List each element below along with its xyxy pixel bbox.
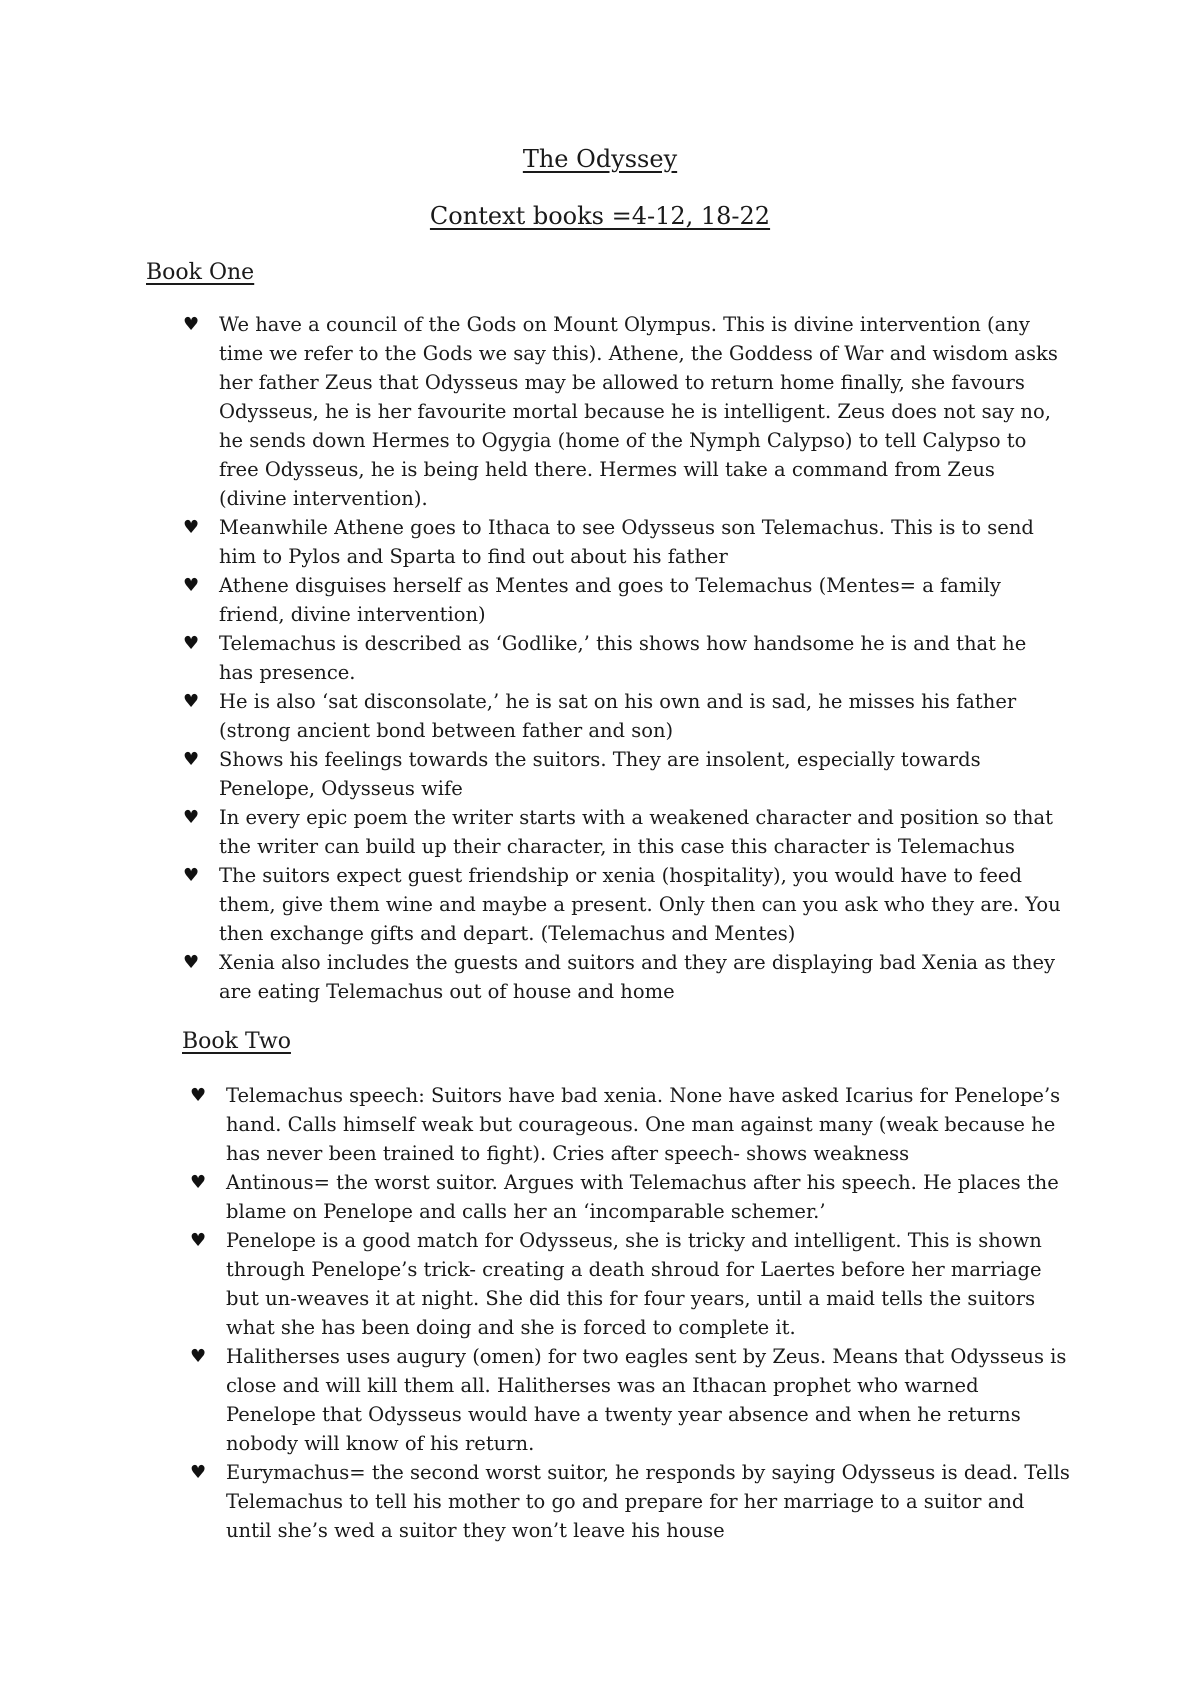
list-item-text: Shows his feelings towards the suitors. They are insolent, especially towards Penelope, Odysseus wife: [219, 748, 981, 800]
list-item: [190, 1168, 1070, 1226]
heart-bullet-icon: ♥: [190, 1230, 207, 1251]
list-item-text: Athene disguises herself as Mentes and goes to Telemachus (Mentes= a family friend, divine intervention): [219, 574, 1001, 626]
list-item: [183, 629, 1063, 687]
list-item-text: Halitherses uses augury (omen) for two eagles sent by Zeus. Means that Odysseus is close and will kill them all. Halitherses was an Ithacan prophet who warned Penelope that Odysseus would have a twenty year absence and when he returns nobody will know of his return.: [226, 1345, 1067, 1455]
heart-bullet-icon: ♥: [183, 517, 200, 538]
heart-bullet-icon: ♥: [183, 575, 200, 596]
heart-bullet-icon: ♥: [190, 1085, 207, 1106]
heart-bullet-icon: ♥: [190, 1346, 207, 1367]
list-item: [190, 1458, 1070, 1545]
book-one-bullet-list: [183, 310, 1063, 1006]
list-item-text: Penelope is a good match for Odysseus, she is tricky and intelligent. This is shown through Penelope’s trick- creating a death shroud for Laertes before her marriage but un-weaves it at night. She did this for four years, until a maid tells the suitors what she has been doing and she is forced to complete it.: [226, 1229, 1042, 1339]
heart-bullet-icon: ♥: [190, 1172, 207, 1193]
list-item-text: Antinous= the worst suitor. Argues with Telemachus after his speech. He places the blame on Penelope and calls her an ‘incomparable schemer.’: [226, 1171, 1059, 1223]
book-one-heading: Book One: [146, 260, 255, 285]
book-two-heading: Book Two: [182, 1029, 291, 1054]
list-item: [183, 948, 1063, 1006]
list-item: [183, 745, 1063, 803]
heart-bullet-icon: ♥: [183, 633, 200, 654]
heart-bullet-icon: ♥: [183, 807, 200, 828]
list-item-text: Meanwhile Athene goes to Ithaca to see Odysseus son Telemachus. This is to send him to Pylos and Sparta to find out about his father: [219, 516, 1034, 568]
page-title: The Odyssey: [522, 145, 678, 173]
heart-bullet-icon: ♥: [183, 314, 200, 335]
list-item-text: The suitors expect guest friendship or xenia (hospitality), you would have to feed them, give them wine and maybe a present. Only then can you ask who they are. You then exchange gifts and depart. (Telemachus and Mentes): [219, 864, 1061, 945]
list-item-text: Eurymachus= the second worst suitor, he responds by saying Odysseus is dead. Tells Telemachus to tell his mother to go and prepare for her marriage to a suitor and until she’s wed a suitor they won’t leave his house: [226, 1461, 1070, 1542]
page-subtitle: Context books =4-12, 18-22: [429, 202, 771, 230]
list-item: [183, 687, 1063, 745]
list-item-text: Telemachus speech: Suitors have bad xenia. None have asked Icarius for Penelope’s hand. Calls himself weak but courageous. One man against many (weak because he has never been trained to fight). Cries after speech- shows weakness: [226, 1084, 1061, 1165]
list-item-text: Xenia also includes the guests and suitors and they are displaying bad Xenia as they are eating Telemachus out of house and home: [219, 951, 1056, 1003]
heart-bullet-icon: ♥: [183, 749, 200, 770]
list-item: [183, 310, 1063, 513]
list-item: [183, 571, 1063, 629]
book-two-bullet-list: [190, 1081, 1070, 1545]
heart-bullet-icon: ♥: [183, 691, 200, 712]
list-item: [183, 513, 1063, 571]
list-item-text: He is also ‘sat disconsolate,’ he is sat on his own and is sad, he misses his father (strong ancient bond between father and son): [219, 690, 1017, 742]
list-item-text: Telemachus is described as ‘Godlike,’ this shows how handsome he is and that he has presence.: [219, 632, 1027, 684]
list-item: [190, 1342, 1070, 1458]
list-item-text: In every epic poem the writer starts with a weakened character and position so that the writer can build up their character, in this case this character is Telemachus: [219, 806, 1053, 858]
list-item: [183, 861, 1063, 948]
heart-bullet-icon: ♥: [190, 1462, 207, 1483]
list-item: [183, 803, 1063, 861]
list-item: [190, 1226, 1070, 1342]
list-item: [190, 1081, 1070, 1168]
heart-bullet-icon: ♥: [183, 952, 200, 973]
heart-bullet-icon: ♥: [183, 865, 200, 886]
list-item-text: We have a council of the Gods on Mount Olympus. This is divine intervention (any time we refer to the Gods we say this). Athene, the Goddess of War and wisdom asks her father Zeus that Odysseus may be allowed to return home finally, she favours Odysseus, he is her favourite mortal because he is intelligent. Zeus does not say no, he sends down Hermes to Ogygia (home of the Nymph Calypso) to tell Calypso to free Odysseus, he is being held there. Hermes will take a command from Zeus (divine intervention).: [219, 313, 1058, 510]
